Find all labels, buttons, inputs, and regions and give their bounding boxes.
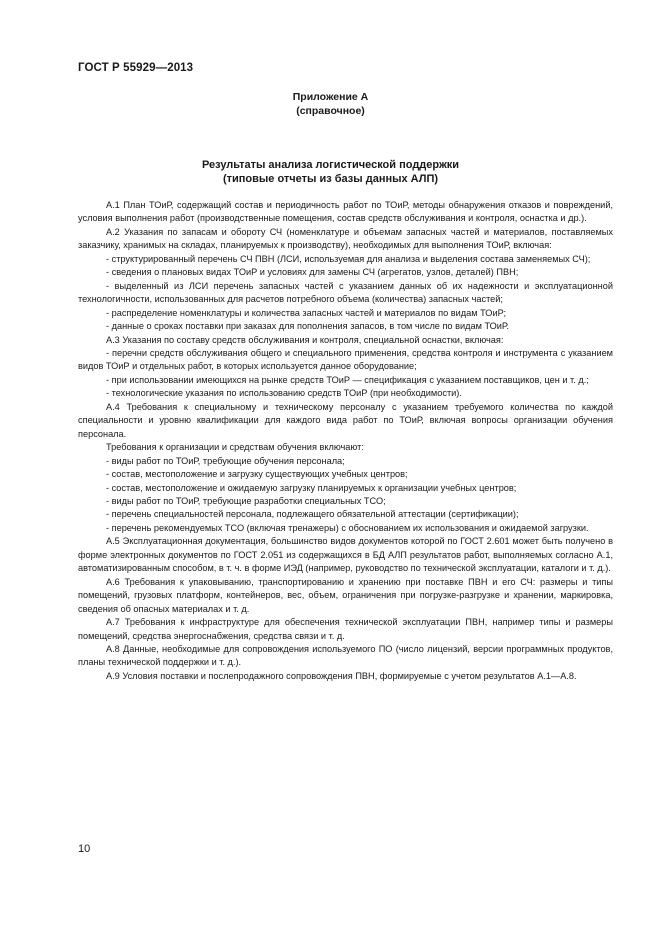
section-title-line2: (типовые отчеты из базы данных АЛП) — [222, 173, 439, 185]
document-body — [78, 199, 613, 683]
annex-subtitle: (справочное) — [296, 105, 365, 117]
list-item: - виды работ по ТОиР, требующие разработки специальных ТСО; — [106, 495, 386, 506]
list-item: - структурированный перечень СЧ ПВН (ЛСИ, используемая для анализа и выделения состава заменяемых СЧ); — [106, 253, 591, 264]
paragraph-training-requirements: Требования к организации и средствам обучения включают: — [106, 442, 364, 453]
list-item: - перечень специальностей персонала, подлежащего обязательной аттестации (сертификации); — [106, 509, 519, 520]
paragraph-a5: А.5 Эксплуатационная документация, большинство видов документов которой по ГОСТ 2.601 может быть получено в форме электронных документов по ГОСТ 2.051 из содержащихся в БД АЛП результатов работ, выполняемых согласно А.1, автоматизированным способом, в т. ч. в форме ИЭД (например, руководство по технической эксплуатации, каталоги и т. д.). — [78, 536, 613, 574]
paragraph-a8: А.8 Данные, необходимые для сопровождения используемого ПО (число лицензий, версии программных продуктов, планы технической поддержки и т. д.). — [78, 643, 613, 668]
list-item: - виды работ по ТОиР, требующие обучения персонала; — [106, 455, 345, 466]
paragraph-a9: А.9 Условия поставки и послепродажного сопровождения ПВН, формируемые с учетом результатов А.1—А.8. — [106, 670, 577, 681]
paragraph-a1: А.1 План ТОиР, содержащий состав и периодичность работ по ТОиР, методы обнаружения отказов и повреждений, условия выполнения работ (производственные помещения, состав средств обслуживания и контроля, оснастка и др.). — [78, 200, 613, 224]
annex-title: Приложение А — [292, 91, 369, 103]
list-item: - состав, местоположение и загрузку существующих учебных центров; — [106, 469, 408, 480]
section-title-line1: Результаты анализа логистической поддержки — [201, 159, 460, 171]
paragraph-a6: А.6 Требования к упаковыванию, транспортированию и хранению при поставке ПВН и его СЧ: размеры и типы помещений, грузовых платформ, контейнеров, вес, объем, ограничения при погрузке-разгрузке и хранении, маркировка, сведения об опасных материалах и т. д. — [78, 576, 613, 614]
list-item: - состав, местоположение и ожидаемую загрузку планируемых к организации учебных центров; — [106, 482, 517, 493]
paragraph-a2: А.2 Указания по запасам и обороту СЧ (номенклатуре и объемам запасных частей и материалов, поставляемых заказчику, хранимых на складах, планируемых к производству), необходимых для выполнения ТОиР, включая: — [78, 226, 613, 251]
list-item: - распределение номенклатуры и количества запасных частей и материалов по видам ТОиР; — [106, 307, 507, 318]
paragraph-a3: А.3 Указания по составу средств обслуживания и контроля, специальной оснастки, включая: — [106, 334, 504, 345]
paragraph-a7: А.7 Требования к инфраструктуре для обеспечения технической эксплуатации ПВН, например типы и размеры помещений, средства энергоснабжения, средства связи и т. д. — [78, 617, 613, 641]
list-item: - данные о сроках поставки при заказах для пополнения запасов, в том числе по видам ТОиР. — [106, 321, 509, 332]
annex-heading — [0, 90, 661, 118]
section-title — [0, 158, 661, 186]
paragraph-a4: А.4 Требования к специальному и техническому персоналу с указанием требуемого количества по каждой специальности и уровню квалификации для каждого вида работ по ТОиР, включая вопросы организации обучения персонала. — [78, 401, 613, 439]
standard-header: ГОСТ Р 55929—2013 — [78, 62, 194, 74]
list-item: - перечень рекомендуемых ТСО (включая тренажеры) с обоснованием их использования и ожидаемой загрузки. — [106, 522, 589, 533]
list-item: - перечни средств обслуживания общего и специального применения, средства контроля и инструмента с указанием видов ТОиР и отдельных работ, в которых используется данное оборудование; — [78, 347, 613, 372]
list-item: - сведения о плановых видах ТОиР и условиях для замены СЧ (агрегатов, узлов, деталей) ПВН; — [106, 267, 519, 278]
list-item: - при использовании имеющихся на рынке средств ТОиР — спецификация с указанием поставщиков, цен и т. д.; — [106, 374, 589, 385]
list-item: - выделенный из ЛСИ перечень запасных частей с указанием данных об их надежности и эксплуатационной технологичности, использованных для расчетов потребного объема (количества) запасных частей; — [78, 280, 613, 305]
page-number: 10 — [78, 843, 91, 855]
list-item: - технологические указания по использованию средств ТОиР (при необходимости). — [106, 388, 462, 399]
